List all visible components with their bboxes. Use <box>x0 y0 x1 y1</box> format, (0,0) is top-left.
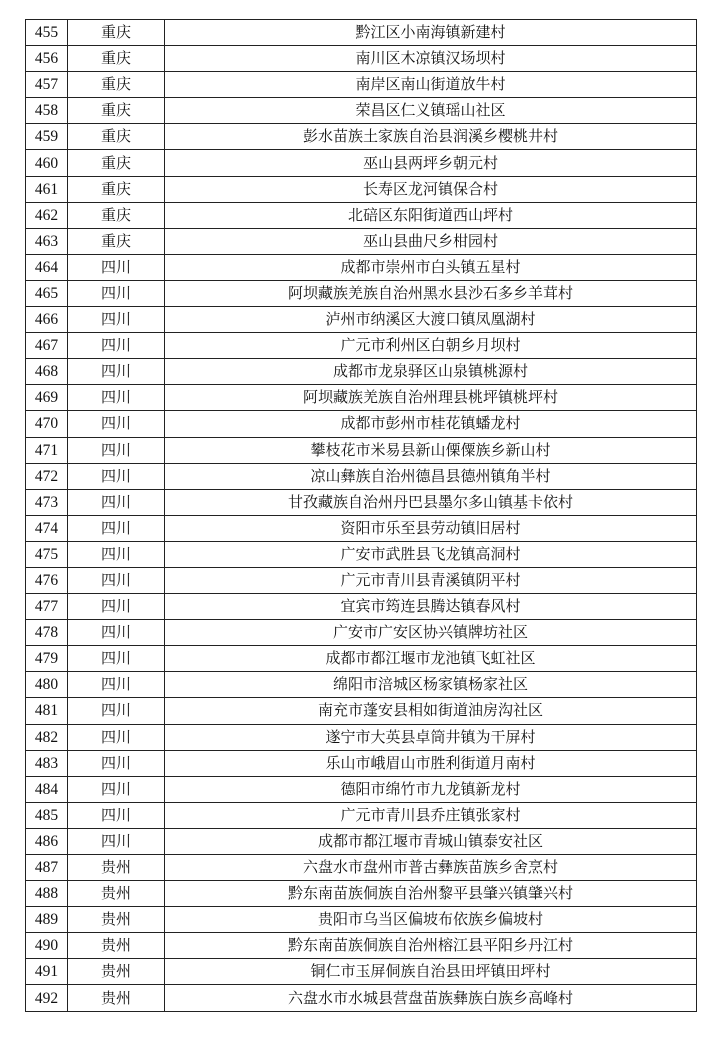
village-name-cell: 攀枝花市米易县新山傈僳族乡新山村 <box>165 437 697 463</box>
province-cell: 重庆 <box>68 20 165 46</box>
row-number: 481 <box>26 698 68 724</box>
village-name-cell: 广安市武胜县飞龙镇高洞村 <box>165 541 697 567</box>
row-number: 460 <box>26 150 68 176</box>
village-name-cell: 德阳市绵竹市九龙镇新龙村 <box>165 776 697 802</box>
table-row <box>26 541 697 567</box>
village-name-cell: 广安市广安区协兴镇牌坊社区 <box>165 620 697 646</box>
province-cell: 四川 <box>68 437 165 463</box>
row-number: 465 <box>26 280 68 306</box>
village-name-cell: 贵阳市乌当区偏坡布依族乡偏坡村 <box>165 907 697 933</box>
table-row <box>26 124 697 150</box>
village-name-cell: 泸州市纳溪区大渡口镇凤凰湖村 <box>165 307 697 333</box>
table-row <box>26 515 697 541</box>
village-name-cell: 遂宁市大英县卓筒井镇为干屏村 <box>165 724 697 750</box>
table-row <box>26 385 697 411</box>
province-cell: 四川 <box>68 307 165 333</box>
village-name-cell: 成都市龙泉驿区山泉镇桃源村 <box>165 359 697 385</box>
province-cell: 四川 <box>68 802 165 828</box>
table-row <box>26 776 697 802</box>
province-cell: 重庆 <box>68 228 165 254</box>
table-row <box>26 881 697 907</box>
row-number: 490 <box>26 933 68 959</box>
table-row <box>26 307 697 333</box>
province-cell: 重庆 <box>68 176 165 202</box>
row-number: 462 <box>26 202 68 228</box>
table-row <box>26 750 697 776</box>
village-name-cell: 黔江区小南海镇新建村 <box>165 20 697 46</box>
village-table-body <box>26 20 697 1012</box>
row-number: 461 <box>26 176 68 202</box>
province-cell: 贵州 <box>68 985 165 1011</box>
province-cell: 贵州 <box>68 881 165 907</box>
row-number: 470 <box>26 411 68 437</box>
row-number: 463 <box>26 228 68 254</box>
province-cell: 四川 <box>68 385 165 411</box>
table-row <box>26 933 697 959</box>
province-cell: 重庆 <box>68 124 165 150</box>
row-number: 492 <box>26 985 68 1011</box>
village-name-cell: 南岸区南山街道放牛村 <box>165 72 697 98</box>
village-name-cell: 广元市利州区白朝乡月坝村 <box>165 333 697 359</box>
province-cell: 四川 <box>68 750 165 776</box>
village-name-cell: 广元市青川县乔庄镇张家村 <box>165 802 697 828</box>
table-row <box>26 672 697 698</box>
village-name-cell: 南充市蓬安县相如街道油房沟社区 <box>165 698 697 724</box>
village-name-cell: 资阳市乐至县劳动镇旧居村 <box>165 515 697 541</box>
row-number: 486 <box>26 828 68 854</box>
village-name-cell: 荣昌区仁义镇瑶山社区 <box>165 98 697 124</box>
province-cell: 四川 <box>68 541 165 567</box>
village-name-cell: 彭水苗族土家族自治县润溪乡樱桃井村 <box>165 124 697 150</box>
province-cell: 贵州 <box>68 959 165 985</box>
province-cell: 四川 <box>68 594 165 620</box>
province-cell: 四川 <box>68 776 165 802</box>
table-row <box>26 985 697 1011</box>
row-number: 485 <box>26 802 68 828</box>
row-number: 467 <box>26 333 68 359</box>
row-number: 478 <box>26 620 68 646</box>
village-name-cell: 长寿区龙河镇保合村 <box>165 176 697 202</box>
row-number: 473 <box>26 489 68 515</box>
village-name-cell: 六盘水市盘州市普古彝族苗族乡舍烹村 <box>165 855 697 881</box>
village-name-cell: 黔东南苗族侗族自治州黎平县肇兴镇肇兴村 <box>165 881 697 907</box>
province-cell: 四川 <box>68 359 165 385</box>
province-cell: 贵州 <box>68 933 165 959</box>
table-row <box>26 724 697 750</box>
table-row <box>26 567 697 593</box>
row-number: 464 <box>26 254 68 280</box>
row-number: 487 <box>26 855 68 881</box>
table-row <box>26 333 697 359</box>
province-cell: 重庆 <box>68 72 165 98</box>
table-row <box>26 698 697 724</box>
village-name-cell: 六盘水市水城县营盘苗族彝族白族乡高峰村 <box>165 985 697 1011</box>
province-cell: 四川 <box>68 828 165 854</box>
village-name-cell: 南川区木凉镇汉场坝村 <box>165 46 697 72</box>
table-row <box>26 802 697 828</box>
village-name-cell: 甘孜藏族自治州丹巴县墨尔多山镇基卡依村 <box>165 489 697 515</box>
province-cell: 四川 <box>68 411 165 437</box>
table-row <box>26 46 697 72</box>
row-number: 483 <box>26 750 68 776</box>
table-row <box>26 280 697 306</box>
village-name-cell: 阿坝藏族羌族自治州黑水县沙石多乡羊茸村 <box>165 280 697 306</box>
row-number: 477 <box>26 594 68 620</box>
row-number: 489 <box>26 907 68 933</box>
province-cell: 四川 <box>68 567 165 593</box>
row-number: 479 <box>26 646 68 672</box>
village-name-cell: 成都市都江堰市龙池镇飞虹社区 <box>165 646 697 672</box>
table-row <box>26 594 697 620</box>
province-cell: 四川 <box>68 698 165 724</box>
table-row <box>26 176 697 202</box>
table-row <box>26 150 697 176</box>
province-cell: 四川 <box>68 280 165 306</box>
row-number: 466 <box>26 307 68 333</box>
row-number: 471 <box>26 437 68 463</box>
row-number: 491 <box>26 959 68 985</box>
row-number: 480 <box>26 672 68 698</box>
row-number: 472 <box>26 463 68 489</box>
village-name-cell: 成都市彭州市桂花镇蟠龙村 <box>165 411 697 437</box>
village-name-cell: 绵阳市涪城区杨家镇杨家社区 <box>165 672 697 698</box>
province-cell: 重庆 <box>68 46 165 72</box>
table-row <box>26 855 697 881</box>
table-row <box>26 959 697 985</box>
row-number: 484 <box>26 776 68 802</box>
row-number: 482 <box>26 724 68 750</box>
table-row <box>26 254 697 280</box>
village-name-cell: 阿坝藏族羌族自治州理县桃坪镇桃坪村 <box>165 385 697 411</box>
table-row <box>26 359 697 385</box>
province-cell: 四川 <box>68 515 165 541</box>
province-cell: 贵州 <box>68 855 165 881</box>
table-row <box>26 411 697 437</box>
table-row <box>26 489 697 515</box>
province-cell: 贵州 <box>68 907 165 933</box>
table-row <box>26 437 697 463</box>
table-row <box>26 202 697 228</box>
village-name-cell: 巫山县曲尺乡柑园村 <box>165 228 697 254</box>
province-cell: 四川 <box>68 254 165 280</box>
village-name-cell: 铜仁市玉屏侗族自治县田坪镇田坪村 <box>165 959 697 985</box>
province-cell: 重庆 <box>68 98 165 124</box>
village-name-cell: 北碚区东阳街道西山坪村 <box>165 202 697 228</box>
province-cell: 重庆 <box>68 202 165 228</box>
province-cell: 四川 <box>68 489 165 515</box>
table-row <box>26 98 697 124</box>
row-number: 469 <box>26 385 68 411</box>
village-name-cell: 黔东南苗族侗族自治州榕江县平阳乡丹江村 <box>165 933 697 959</box>
province-cell: 四川 <box>68 333 165 359</box>
table-row <box>26 228 697 254</box>
table-row <box>26 646 697 672</box>
province-cell: 四川 <box>68 463 165 489</box>
province-cell: 四川 <box>68 646 165 672</box>
row-number: 458 <box>26 98 68 124</box>
village-name-cell: 凉山彝族自治州德昌县德州镇角半村 <box>165 463 697 489</box>
table-row <box>26 20 697 46</box>
table-row <box>26 828 697 854</box>
row-number: 459 <box>26 124 68 150</box>
village-name-cell: 巫山县两坪乡朝元村 <box>165 150 697 176</box>
province-cell: 四川 <box>68 672 165 698</box>
row-number: 476 <box>26 567 68 593</box>
village-name-cell: 成都市崇州市白头镇五星村 <box>165 254 697 280</box>
village-table <box>25 19 697 1012</box>
row-number: 457 <box>26 72 68 98</box>
table-row <box>26 907 697 933</box>
table-row <box>26 463 697 489</box>
row-number: 455 <box>26 20 68 46</box>
province-cell: 重庆 <box>68 150 165 176</box>
row-number: 475 <box>26 541 68 567</box>
province-cell: 四川 <box>68 620 165 646</box>
table-row <box>26 72 697 98</box>
village-name-cell: 宜宾市筠连县腾达镇春风村 <box>165 594 697 620</box>
row-number: 468 <box>26 359 68 385</box>
table-row <box>26 620 697 646</box>
village-name-cell: 乐山市峨眉山市胜利街道月南村 <box>165 750 697 776</box>
row-number: 488 <box>26 881 68 907</box>
village-list-sheet <box>25 19 696 1012</box>
village-name-cell: 广元市青川县青溪镇阴平村 <box>165 567 697 593</box>
row-number: 456 <box>26 46 68 72</box>
row-number: 474 <box>26 515 68 541</box>
village-name-cell: 成都市都江堰市青城山镇泰安社区 <box>165 828 697 854</box>
province-cell: 四川 <box>68 724 165 750</box>
